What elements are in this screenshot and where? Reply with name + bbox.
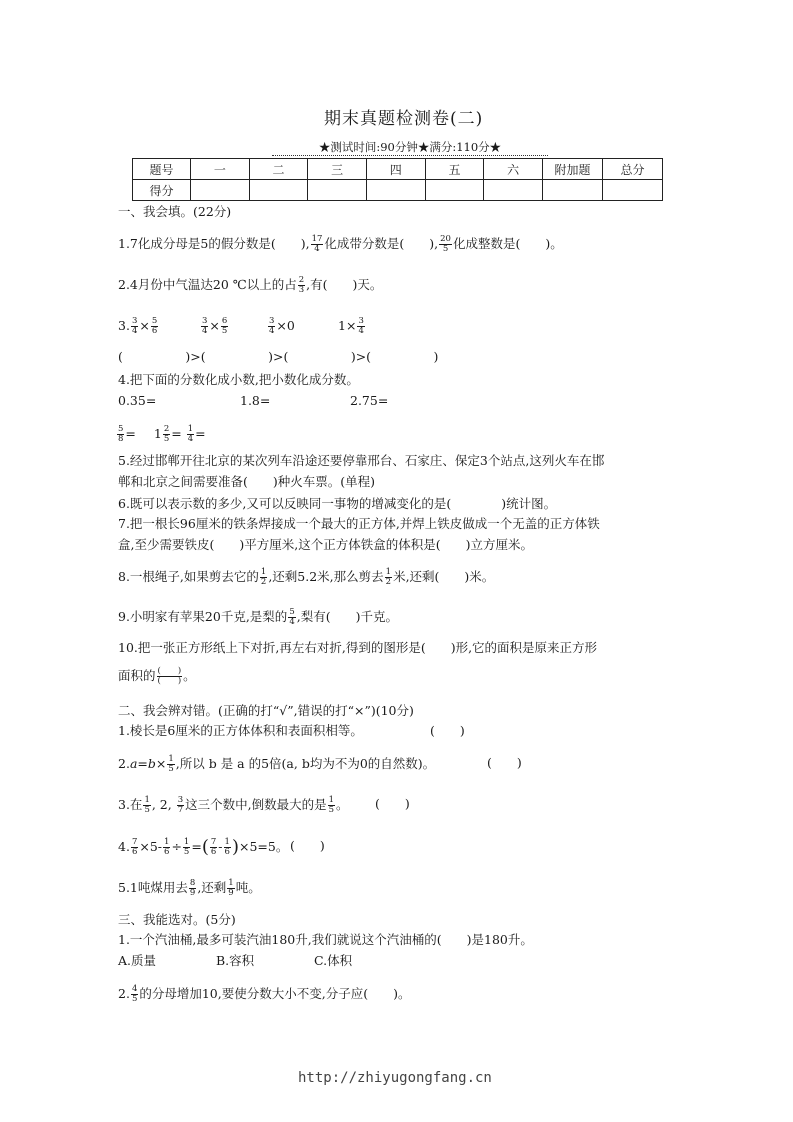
expression-3 [267, 317, 295, 336]
q-text: a=b× [129, 756, 167, 771]
q-text: 化成整数是( )。 [452, 236, 563, 251]
fraction: $\frac{7}{6}$ [210, 837, 217, 857]
fraction: $\frac{1}{5}$ [168, 754, 174, 774]
q-text: 5.1吨煤用去 [118, 880, 188, 895]
q-text: 3.在 [118, 797, 143, 812]
equals: = [125, 426, 136, 441]
score-table [132, 158, 663, 201]
score-table-score-row [133, 180, 663, 201]
score-cell[interactable] [603, 180, 663, 201]
fraction: $\frac{1}{2}$ [385, 567, 392, 587]
header-cell: 四 [366, 159, 425, 180]
mixed-whole: 1 [153, 426, 162, 441]
fraction: $\frac{3}{4}$ [269, 316, 275, 336]
fraction: $\frac{2}{3}$ [298, 275, 305, 295]
choice-1: 1.一个汽油桶,最多可装汽油180升,我们就说这个汽油桶的( )是180升。 [118, 932, 533, 947]
question-1-3 [118, 317, 159, 336]
choice-2 [118, 985, 410, 1004]
section-1-heading: 一、我会填。(22分) [118, 204, 232, 219]
q-text: 2. [118, 986, 130, 1001]
fraction: $\frac{4}{5}$ [131, 984, 138, 1004]
judge-3-answer[interactable]: ( ) [375, 796, 410, 811]
section-2-heading: 二、我会辨对错。(正确的打“√”,错误的打“×”)(10分) [118, 703, 414, 718]
header-cell: 总分 [603, 159, 663, 180]
fraction: $\frac{6}{5}$ [221, 316, 228, 336]
fraction: $\frac{1}{5}$ [144, 795, 150, 815]
fraction: $\frac{1}{6}$ [224, 837, 230, 857]
fraction: $\frac{2}{5}$ [163, 424, 170, 444]
q-text: ,还剩 [197, 880, 227, 895]
fraction: $\frac{3}{4}$ [131, 316, 138, 336]
judge-1-answer[interactable]: ( ) [430, 723, 465, 738]
judge-4-answer[interactable]: ( ) [290, 838, 325, 853]
fraction: $\frac{8}{9}$ [189, 878, 196, 898]
score-table-header-row [133, 159, 663, 180]
q-text: 。 [336, 797, 349, 812]
fraction-row [116, 425, 206, 444]
equals: = [195, 426, 206, 441]
q-text: 2. [118, 756, 130, 771]
q-text: 化成带分数是( ), [324, 236, 439, 251]
decimal-3: 2.75= [350, 393, 389, 408]
header-cell: 一 [191, 159, 250, 180]
q-text: ,还剩5.2米,那么剪去 [268, 569, 384, 584]
score-cell[interactable] [425, 180, 484, 201]
score-cell[interactable] [191, 180, 250, 201]
header-cell: 题号 [133, 159, 191, 180]
q-text: 8.一根绳子,如果剪去它的 [118, 569, 259, 584]
q-text: 9.小明家有苹果20千克,是梨的 [118, 609, 288, 624]
q-text: 吨。 [235, 880, 261, 895]
judge-5 [118, 879, 261, 898]
score-cell[interactable] [543, 180, 603, 201]
header-cell: 附加题 [543, 159, 603, 180]
q-label: 3. [118, 318, 130, 333]
q-text: , 2, [151, 797, 176, 812]
fraction: $\frac{1}{2}$ [260, 567, 267, 587]
choice-1-option-b[interactable]: B.容积 [216, 953, 255, 968]
judge-2 [118, 755, 435, 774]
close-paren: ) [231, 836, 239, 858]
exam-info: ★测试时间:90分钟★满分:110分★ [272, 139, 548, 156]
q-text: 这三个数中,倒数最大的是 [185, 797, 327, 812]
q-text: ÷ [171, 839, 182, 854]
q-text: 2.4月份中气温达20 ℃以上的占 [118, 277, 297, 292]
open-paren: ( [201, 836, 209, 858]
question-1-8 [118, 568, 494, 587]
q-text: 1.7化成分母是5的假分数是( ), [118, 236, 310, 251]
decimal-1: 0.35= [118, 393, 157, 408]
judge-1 [118, 723, 363, 739]
footer-url[interactable]: http://zhiyugongfang.cn [298, 1070, 492, 1086]
operator: 1× [338, 318, 357, 333]
fraction: $\frac{1}{5}$ [328, 795, 335, 815]
fraction: $\frac{3}{4}$ [358, 316, 364, 336]
q-text: ×5- [139, 839, 163, 854]
judge-4 [118, 838, 288, 857]
q-text: 的分母增加10,要使分数大小不变,分子应( )。 [139, 986, 411, 1001]
question-1-5-line1: 5.经过邯郸开往北京的某次列车沿途还要停靠邢台、石家庄、保定3个站点,这列火车在邯 [118, 453, 605, 468]
fraction: $\frac{3}{7}$ [177, 795, 184, 815]
q-text: 面积的 [118, 668, 156, 683]
fraction: $\frac{17}{4}$ [311, 234, 323, 254]
q-text: 1.棱长是6厘米的正方体体积和表面积相等。 [118, 723, 363, 738]
fraction: $\frac{5}{6}$ [151, 316, 158, 336]
question-1-1 [118, 235, 563, 254]
expression-2 [200, 317, 229, 336]
header-cell: 二 [249, 159, 308, 180]
score-cell[interactable] [308, 180, 367, 201]
question-1-4: 4.把下面的分数化成小数,把小数化成分数。 [118, 372, 359, 387]
q-text: ×5=5。 [238, 839, 289, 854]
equals: = [171, 426, 182, 441]
operator: × [139, 318, 150, 333]
question-1-6: 6.既可以表示数的多少,又可以反映同一事物的增减变化的是( )统计图。 [118, 496, 557, 511]
comparison-blanks[interactable]: ( )>( )>( )>( ) [118, 349, 439, 364]
operator: × [209, 318, 220, 333]
section-3-heading: 三、我能选对。(5分) [118, 912, 236, 927]
q-text: - [218, 839, 223, 854]
q-text: 米,还剩( )米。 [393, 569, 495, 584]
score-row-label: 得分 [133, 180, 191, 201]
operator: ×0 [276, 318, 295, 333]
question-1-7-line1: 7.把一根长96厘米的铁条焊接成一个最大的正方体,并焊上铁皮做成一个无盖的正方体铁 [118, 516, 600, 531]
judge-3 [118, 796, 349, 815]
decimal-2: 1.8= [240, 393, 271, 408]
choice-1-option-a[interactable]: A.质量 [118, 953, 157, 968]
q-text: ,梨有( )千克。 [296, 609, 398, 624]
fraction: $\frac{3}{4}$ [202, 316, 208, 336]
fraction: $\frac{1}{9}$ [228, 878, 234, 898]
fraction: $\frac{5}{4}$ [289, 607, 295, 627]
fraction-blank[interactable]: ( ) ( ) [157, 666, 182, 686]
question-1-2 [118, 276, 382, 295]
fraction: $\frac{5}{8}$ [118, 424, 124, 444]
q-text: 。 [183, 668, 196, 683]
judge-2-answer[interactable]: ( ) [487, 755, 522, 770]
question-1-9 [118, 608, 398, 627]
question-1-5-line2: 郸和北京之间需要准备( )种火车票。(单程) [118, 474, 376, 489]
header-cell: 三 [308, 159, 367, 180]
q-text: ,有( )天。 [306, 277, 383, 292]
q-text: ,所以 b 是 a 的5倍(a, b均为不为0的自然数)。 [175, 756, 436, 771]
fraction: $\frac{7}{6}$ [131, 837, 138, 857]
expression-4 [338, 317, 366, 336]
header-cell: 六 [484, 159, 543, 180]
page-title: 期末真题检测卷(二) [324, 109, 484, 129]
header-cell: 五 [425, 159, 484, 180]
question-1-7-line2: 盒,至少需要铁皮( )平方厘米,这个正方体铁盒的体积是( )立方厘米。 [118, 537, 533, 552]
fraction: $\frac{1}{6}$ [164, 837, 170, 857]
question-1-10-line1: 10.把一张正方形纸上下对折,再左右对折,得到的图形是( )形,它的面积是原来正方形 [118, 640, 598, 655]
score-cell[interactable] [484, 180, 543, 201]
q-text: 4. [118, 839, 130, 854]
fraction: $\frac{1}{4}$ [187, 424, 194, 444]
choice-1-option-c[interactable]: C.体积 [314, 953, 353, 968]
question-1-10-line2 [118, 667, 196, 686]
fraction: $\frac{20}{5}$ [440, 234, 451, 254]
score-cell[interactable] [249, 180, 308, 201]
score-cell[interactable] [366, 180, 425, 201]
fraction: $\frac{1}{5}$ [183, 837, 190, 857]
q-text: = [191, 839, 202, 854]
